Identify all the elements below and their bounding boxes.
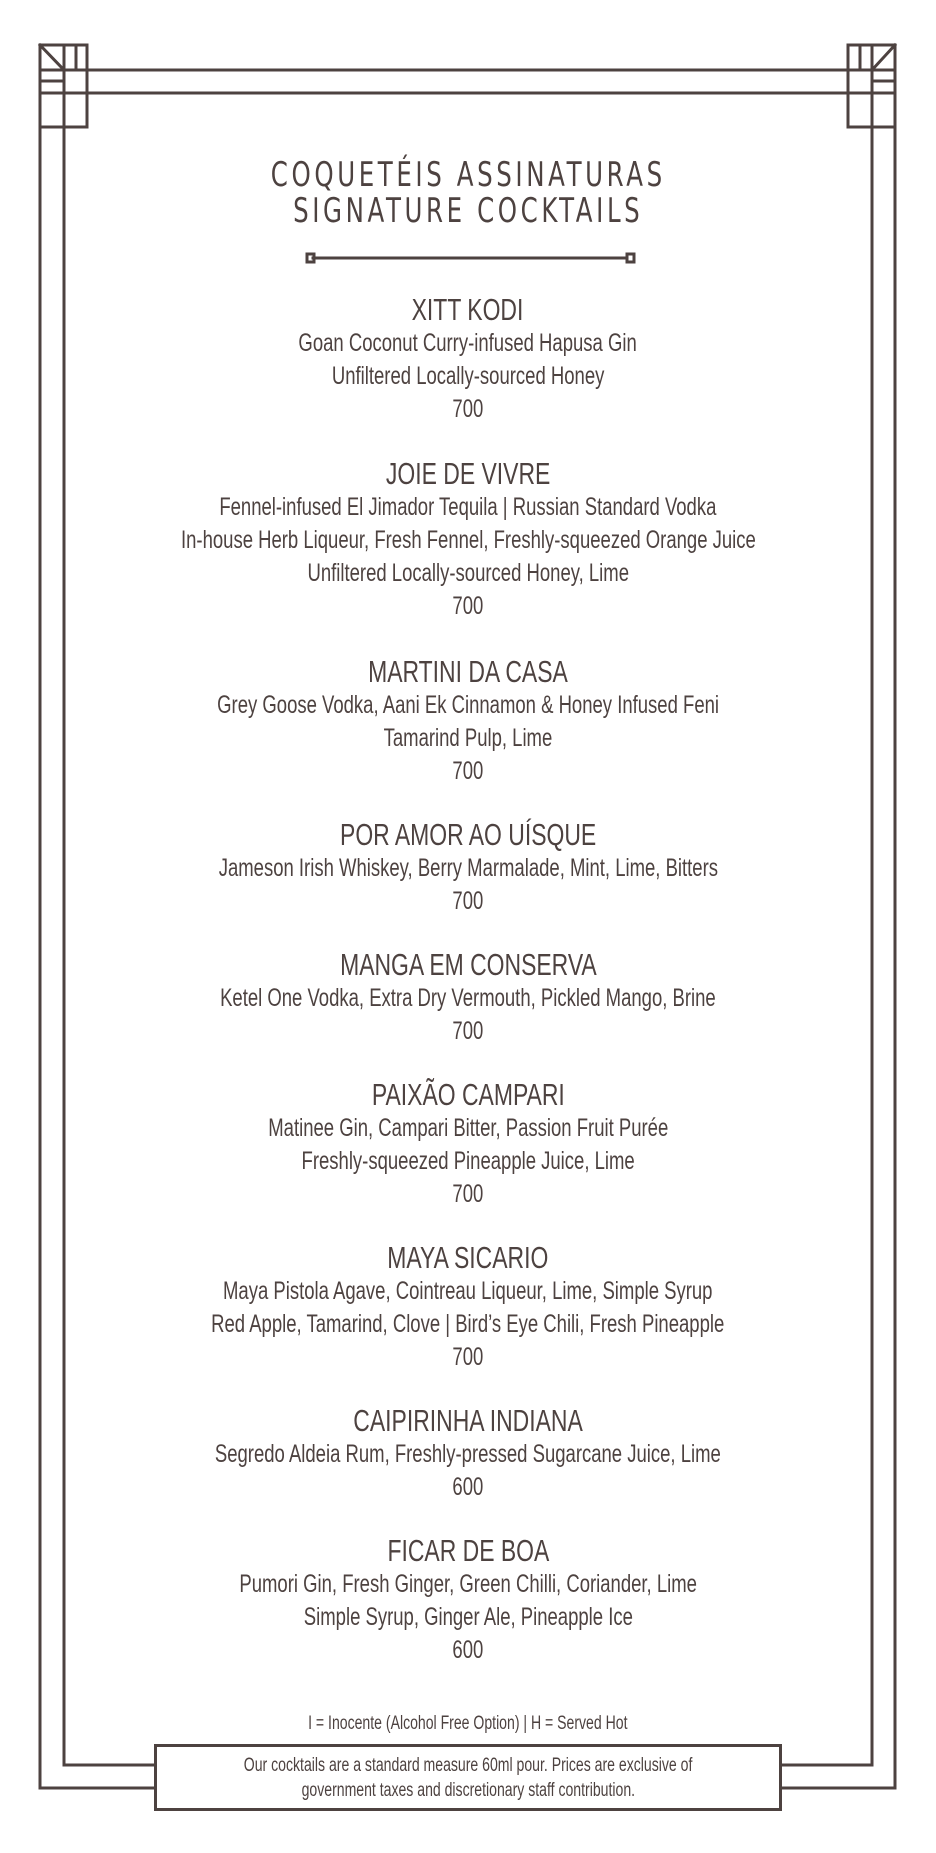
cocktail-item (0, 457, 936, 623)
cocktail-ingredients: Goan Coconut Curry-infused Hapusa Gin (298, 329, 638, 357)
cocktail-item (0, 655, 936, 788)
cocktail-name: POR AMOR AO UÍSQUE (339, 817, 597, 852)
cocktail-ingredients: Jameson Irish Whiskey, Berry Marmalade, Mint, Lime, Bitters (218, 854, 718, 882)
cocktail-item (0, 1078, 936, 1211)
cocktail-item (0, 1241, 936, 1374)
footer-note-line: government taxes and discretionary staff contribution. (301, 1779, 635, 1801)
cocktail-price: 700 (452, 1017, 484, 1045)
cocktail-name: JOIE DE VIVRE (385, 456, 551, 491)
cocktail-name: PAIXÃO CAMPARI (371, 1077, 565, 1112)
cocktail-price: 600 (452, 1636, 484, 1664)
cocktail-item (0, 293, 936, 426)
cocktail-ingredients: Unfiltered Locally-sourced Honey, Lime (307, 559, 629, 587)
cocktail-price: 700 (452, 887, 484, 915)
cocktail-ingredients: Matinee Gin, Campari Bitter, Passion Fruit Purée (268, 1114, 668, 1142)
cocktail-price: 700 (452, 1343, 484, 1371)
cocktail-ingredients: Freshly-squeezed Pineapple Juice, Lime (301, 1147, 635, 1175)
cocktail-ingredients: Red Apple, Tamarind, Clove | Bird’s Eye Chili, Fresh Pineapple (211, 1310, 725, 1338)
cocktail-item (0, 818, 936, 918)
legend: I = Inocente (Alcohol Free Option) | H = Served Hot (308, 1713, 628, 1734)
cocktail-ingredients: Grey Goose Vodka, Aani Ek Cinnamon & Honey Infused Feni (217, 691, 719, 719)
cocktail-price: 700 (452, 1180, 484, 1208)
cocktail-name: XITT KODI (412, 292, 524, 327)
cocktail-name: MAYA SICARIO (387, 1240, 549, 1275)
cocktail-ingredients: Tamarind Pulp, Lime (383, 724, 553, 752)
cocktail-name: FICAR DE BOA (387, 1533, 549, 1568)
cocktail-price: 700 (452, 395, 484, 423)
cocktail-ingredients: Maya Pistola Agave, Cointreau Liqueur, Lime, Simple Syrup (223, 1277, 713, 1305)
cocktail-ingredients: Fennel-infused El Jimador Tequila | Russian Standard Vodka (219, 493, 717, 521)
cocktail-ingredients: In-house Herb Liqueur, Fresh Fennel, Freshly-squeezed Orange Juice (180, 526, 756, 554)
page-title-portuguese: COQUETÉIS ASSINATURAS (270, 155, 666, 195)
cocktail-name: MANGA EM CONSERVA (339, 947, 597, 982)
cocktail-ingredients: Pumori Gin, Fresh Ginger, Green Chilli, Coriander, Lime (239, 1570, 697, 1598)
footer-note-line: Our cocktails are a standard measure 60ml pour. Prices are exclusive of (243, 1754, 693, 1776)
cocktail-price: 700 (452, 757, 484, 785)
title-divider (307, 254, 634, 262)
cocktail-item (0, 948, 936, 1048)
cocktail-price: 600 (452, 1473, 484, 1501)
cocktail-name: CAIPIRINHA INDIANA (353, 1403, 583, 1438)
cocktail-ingredients: Unfiltered Locally-sourced Honey (331, 362, 605, 390)
cocktail-ingredients: Segredo Aldeia Rum, Freshly-pressed Sugarcane Juice, Lime (215, 1440, 721, 1468)
cocktail-price: 700 (452, 592, 484, 620)
cocktail-ingredients: Ketel One Vodka, Extra Dry Vermouth, Pickled Mango, Brine (220, 984, 716, 1012)
cocktail-ingredients: Simple Syrup, Ginger Ale, Pineapple Ice (303, 1603, 633, 1631)
page-title-english: SIGNATURE COCKTAILS (292, 191, 644, 231)
cocktail-name: MARTINI DA CASA (368, 654, 568, 689)
cocktail-item (0, 1534, 936, 1667)
cocktail-item (0, 1404, 936, 1504)
footer-note-box (154, 1744, 782, 1811)
